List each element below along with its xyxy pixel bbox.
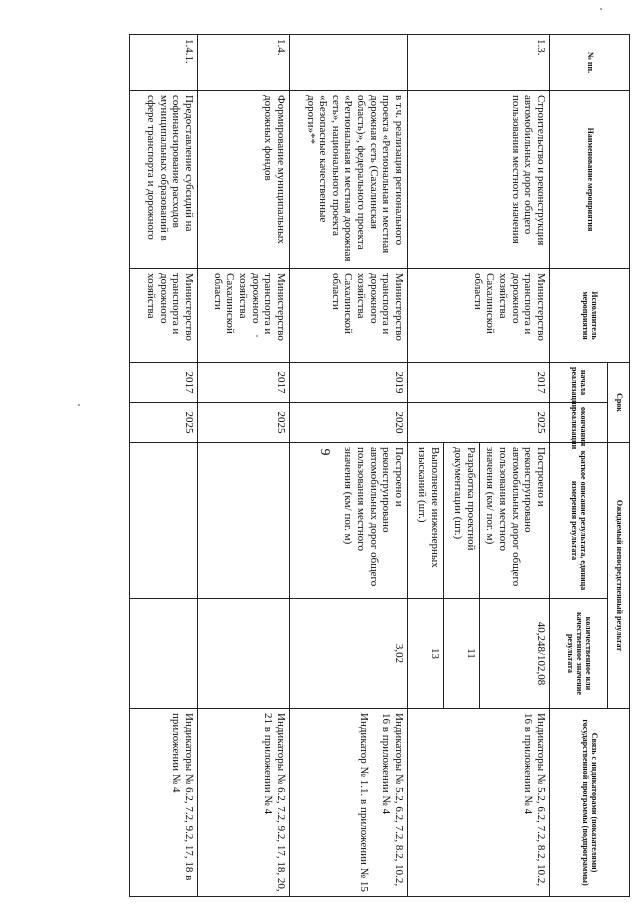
row-3-result-desc <box>198 443 290 599</box>
row-2-link: Индикаторы № 5.2, 6.2, 7.2, 8.2, 10.2, 16 в приложении № 4 <box>380 713 405 887</box>
row-3-start: 2017 <box>198 363 290 403</box>
header-name: Наименование мероприятия <box>550 91 630 269</box>
page-number: 9 <box>317 448 332 456</box>
row-3-result-value <box>198 599 290 709</box>
scan-speck <box>600 8 602 10</box>
row-1-end: 2025 <box>408 403 550 443</box>
row-4-executor: Министерство транспорта и дорожного хозяйства <box>130 269 198 363</box>
row-1-executor: Министерство транспорта и дорожного хозяйства Сахалинской области <box>408 269 550 363</box>
row-4-result-desc <box>130 443 198 599</box>
row-2-num <box>290 35 408 91</box>
row-4-result-value <box>130 599 198 709</box>
row-4-num: 1.4.1. <box>130 35 198 91</box>
row-1-result-3-value: 13 <box>408 599 444 709</box>
row-2-link-cell <box>290 709 408 897</box>
row-1-num: 1.3. <box>408 35 550 91</box>
row-2-executor: Министерство транспорта и дорожного хозяйства Сахалинской области <box>290 269 408 363</box>
header-term-end: окончания реализации <box>550 403 608 443</box>
header-link: Связь с индикаторами (показателями) государственной программы (подпрограммы) <box>550 709 630 897</box>
header-term: Срок <box>608 363 630 443</box>
row-1-result-1-value: 40,248/102,08 <box>480 599 550 709</box>
scan-speck <box>78 404 80 406</box>
row-2-end: 2020 <box>290 403 408 443</box>
row-3-executor: Министерство транспорта и дорожного хозяйства Сахалинской области <box>198 269 290 363</box>
row-1-result-3-desc: Выполнение инженерных изысканий (шт.) <box>408 443 444 599</box>
row-1-result-2-desc: Разработка проектной документации (шт.) <box>444 443 480 599</box>
row-3-link: Индикаторы № 6.2, 7.2, 9.2, 17, 18, 20, 21 в приложении № 4 <box>198 709 290 897</box>
header-result: Ожидаемый непосредственный результат <box>608 443 630 709</box>
header-term-start: начала реализации <box>550 363 608 403</box>
rotated-table-sheet <box>100 34 630 896</box>
row-2-start: 2019 <box>290 363 408 403</box>
row-2-result-1-value: 3,02 <box>290 599 408 709</box>
header-executor: Исполнитель мероприятия <box>550 269 630 363</box>
header-num: № пп. <box>550 35 630 91</box>
header-result-desc: краткое описание результата, единица измерения результата <box>550 443 608 599</box>
row-3-name: Формирование муниципальных дорожных фондов <box>198 91 290 269</box>
row-2-result-1-desc: Построено и реконструировано автомобильных дорог общего пользования местного значения (км/ пог. м) <box>290 443 408 599</box>
row-4-link: Индикаторы № 6.2, 7.2, 9.2, 17, 18 в приложении № 4 <box>130 709 198 897</box>
activities-table <box>129 34 630 897</box>
row-3-num: 1.4. <box>198 35 290 91</box>
row-1-result-2-value: 11 <box>444 599 480 709</box>
row-4-name: Предоставление субсидий на софинансирование расходов муниципальных образований в сфере транспорта и дорожного <box>130 91 198 269</box>
header-result-value: количественное или качественное значение результата <box>550 599 608 709</box>
row-1-start: 2017 <box>408 363 550 403</box>
row-2-link-2: Индикатор № 1.1. в приложении № 15 <box>357 713 370 892</box>
row-1-name: Строительство и реконструкция автомобильных дорог общего пользования местного значения <box>408 91 550 269</box>
row-4-start: 2017 <box>130 363 198 403</box>
row-1-result-1-desc: Построено и реконструировано автомобильных дорог общего пользования местного значения (км/ пог. м) <box>480 443 550 599</box>
row-1-link: Индикаторы № 5.2, 6.2, 7.2, 8.2, 10.2, 16 в приложении № 4 <box>408 709 550 897</box>
row-4-end: 2025 <box>130 403 198 443</box>
row-2-name: в т.ч. реализация регионального проекта «Региональная и местная дорожная сеть (Сахалинская область)», федерального проекта «Региональная и местная дорожная сеть», национального проекта «Безопасные качественные дороги»** <box>290 91 408 269</box>
row-3-end: 2025 <box>198 403 290 443</box>
